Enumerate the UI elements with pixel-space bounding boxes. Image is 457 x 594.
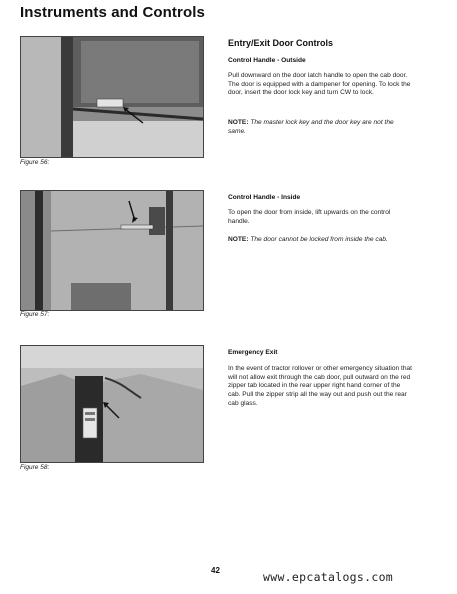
block-2-note-label: NOTE: (228, 236, 249, 243)
figure-56-caption: Figure 56: (20, 159, 50, 166)
block-3-subtitle: Emergency Exit (228, 349, 278, 356)
block-2-note-text: The door cannot be locked from inside the cab. (250, 236, 388, 243)
page-number: 42 (211, 566, 220, 575)
block-2-body: To open the door from inside, lift upwards on the control handle. (228, 209, 391, 225)
figure-57-caption: Figure 57: (20, 311, 50, 318)
section-title: Entry/Exit Door Controls (228, 38, 334, 48)
figure-57-photo (20, 190, 204, 311)
cab-door-inside-illustration (21, 191, 203, 310)
watermark: www.epcatalogs.com (263, 570, 394, 584)
figure-58-caption: Figure 58: (20, 464, 50, 471)
block-1-note-label: NOTE: (228, 119, 249, 126)
block-2-note (228, 236, 413, 245)
figure-56-photo (20, 36, 204, 158)
figure-58-photo (20, 345, 204, 463)
block-1-note-text: The master lock key and the door key are not the same. (228, 119, 394, 135)
block-3-body: In the event of tractor rollover or other emergency situation that will not allow exit through the cab door, pull outward on the red zipper tab located in the rear upper right hand corner of the cab. Pull the zipper strip all the way out and push out the rear cab glass. (228, 365, 412, 407)
block-2-subtitle: Control Handle - Inside (228, 194, 301, 201)
block-1-subtitle: Control Handle - Outside (228, 57, 306, 64)
cab-emergency-exit-illustration (21, 346, 203, 462)
block-1-body: Pull downward on the door latch handle to open the cab door. The door is equipped with a dampener for opening. To lock the door, insert the door lock key and turn CW to lock. (228, 72, 411, 97)
block-1-note (228, 119, 413, 136)
page-title: Instruments and Controls (20, 4, 205, 21)
cab-door-outside-illustration (21, 37, 203, 157)
